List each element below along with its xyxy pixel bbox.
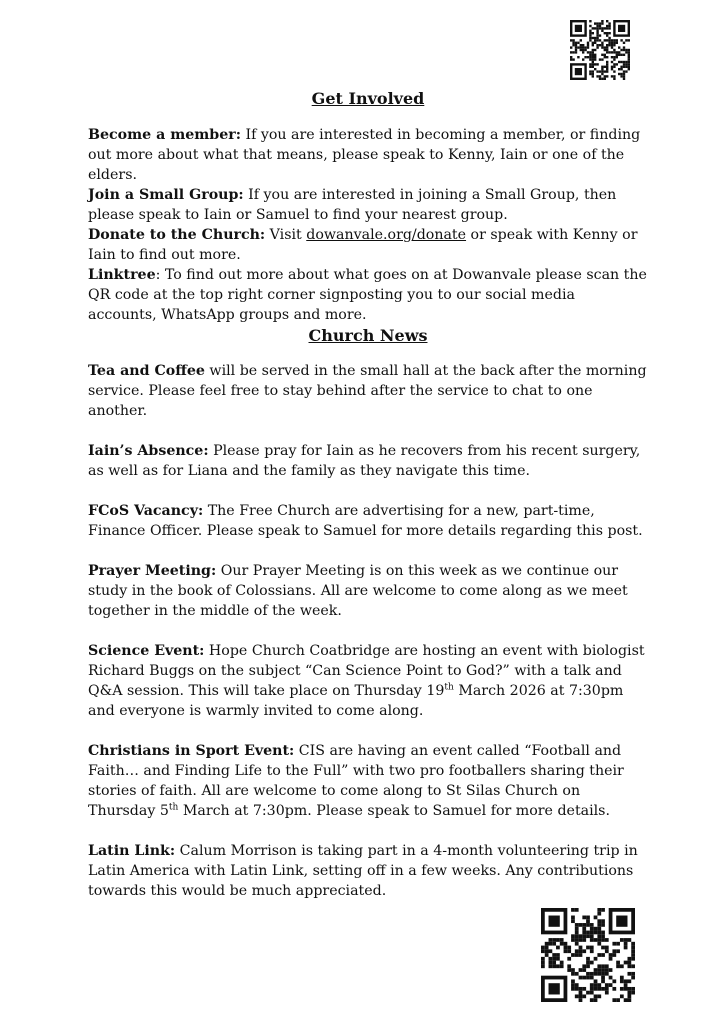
science-event-item: Science Event: Hope Church Coatbridge are hosting an event with biologist Richard Buggs on the subject “Can Science Point to God?” with a talk and Q&A session. This will take place on Thursday 19th March 2026 at 7:30pm and everyone is warmly invited to come along. bbox=[88, 643, 645, 719]
tea-coffee-item: Tea and Coffee will be served in the small hall at the back after the morning service. Please feel free to stay behind after the service to chat to one another. bbox=[88, 363, 647, 419]
church-news-heading: Church News bbox=[308, 326, 428, 345]
linktree-item: Linktree: To find out more about what goes on at Dowanvale please scan the QR code at the top right corner signposting you to our social media accounts, WhatsApp groups and more. bbox=[88, 267, 647, 323]
iain-absence-item: Iain’s Absence: Please pray for Iain as he recovers from his recent surgery, as well as for Liana and the family as they navigate this time. bbox=[88, 443, 641, 479]
donate-link[interactable]: dowanvale.org/donate bbox=[306, 227, 467, 243]
become-member-item: Become a member: If you are interested in becoming a member, or finding out more about what that means, please speak to Kenny, Iain or one of the elders. bbox=[88, 127, 641, 183]
small-group-item: Join a Small Group: If you are interested in joining a Small Group, then please speak to Iain or Samuel to find your nearest group. bbox=[88, 187, 617, 223]
fcos-vacancy-item: FCoS Vacancy: The Free Church are advertising for a new, part-time, Finance Officer. Please speak to Samuel for more details regarding this post. bbox=[88, 503, 643, 539]
cis-event-item: Christians in Sport Event: CIS are having an event called “Football and Faith… and Finding Life to the Full” with two pro footballers sharing their stories of faith. All are welcome to come along to St Silas Church on Thursday 5th March at 7:30pm. Please speak to Samuel for more details. bbox=[88, 743, 624, 819]
prayer-meeting-item: Prayer Meeting: Our Prayer Meeting is on this week as we continue our study in the book of Colossians. All are welcome to come along as we meet together in the middle of the week. bbox=[88, 563, 628, 619]
qr-code-icon-top[interactable] bbox=[570, 20, 630, 80]
bulletin-content bbox=[88, 88, 648, 901]
donate-item: Donate to the Church: Visit dowanvale.org/donate or speak with Kenny or Iain to find out more. bbox=[88, 227, 638, 263]
latin-link-item: Latin Link: Calum Morrison is taking part in a 4-month volunteering trip in Latin America with Latin Link, setting off in a few weeks. Any contributions towards this would be much appreciated. bbox=[88, 843, 638, 899]
qr-code-icon-bottom[interactable] bbox=[541, 908, 635, 1002]
get-involved-heading: Get Involved bbox=[311, 89, 425, 108]
